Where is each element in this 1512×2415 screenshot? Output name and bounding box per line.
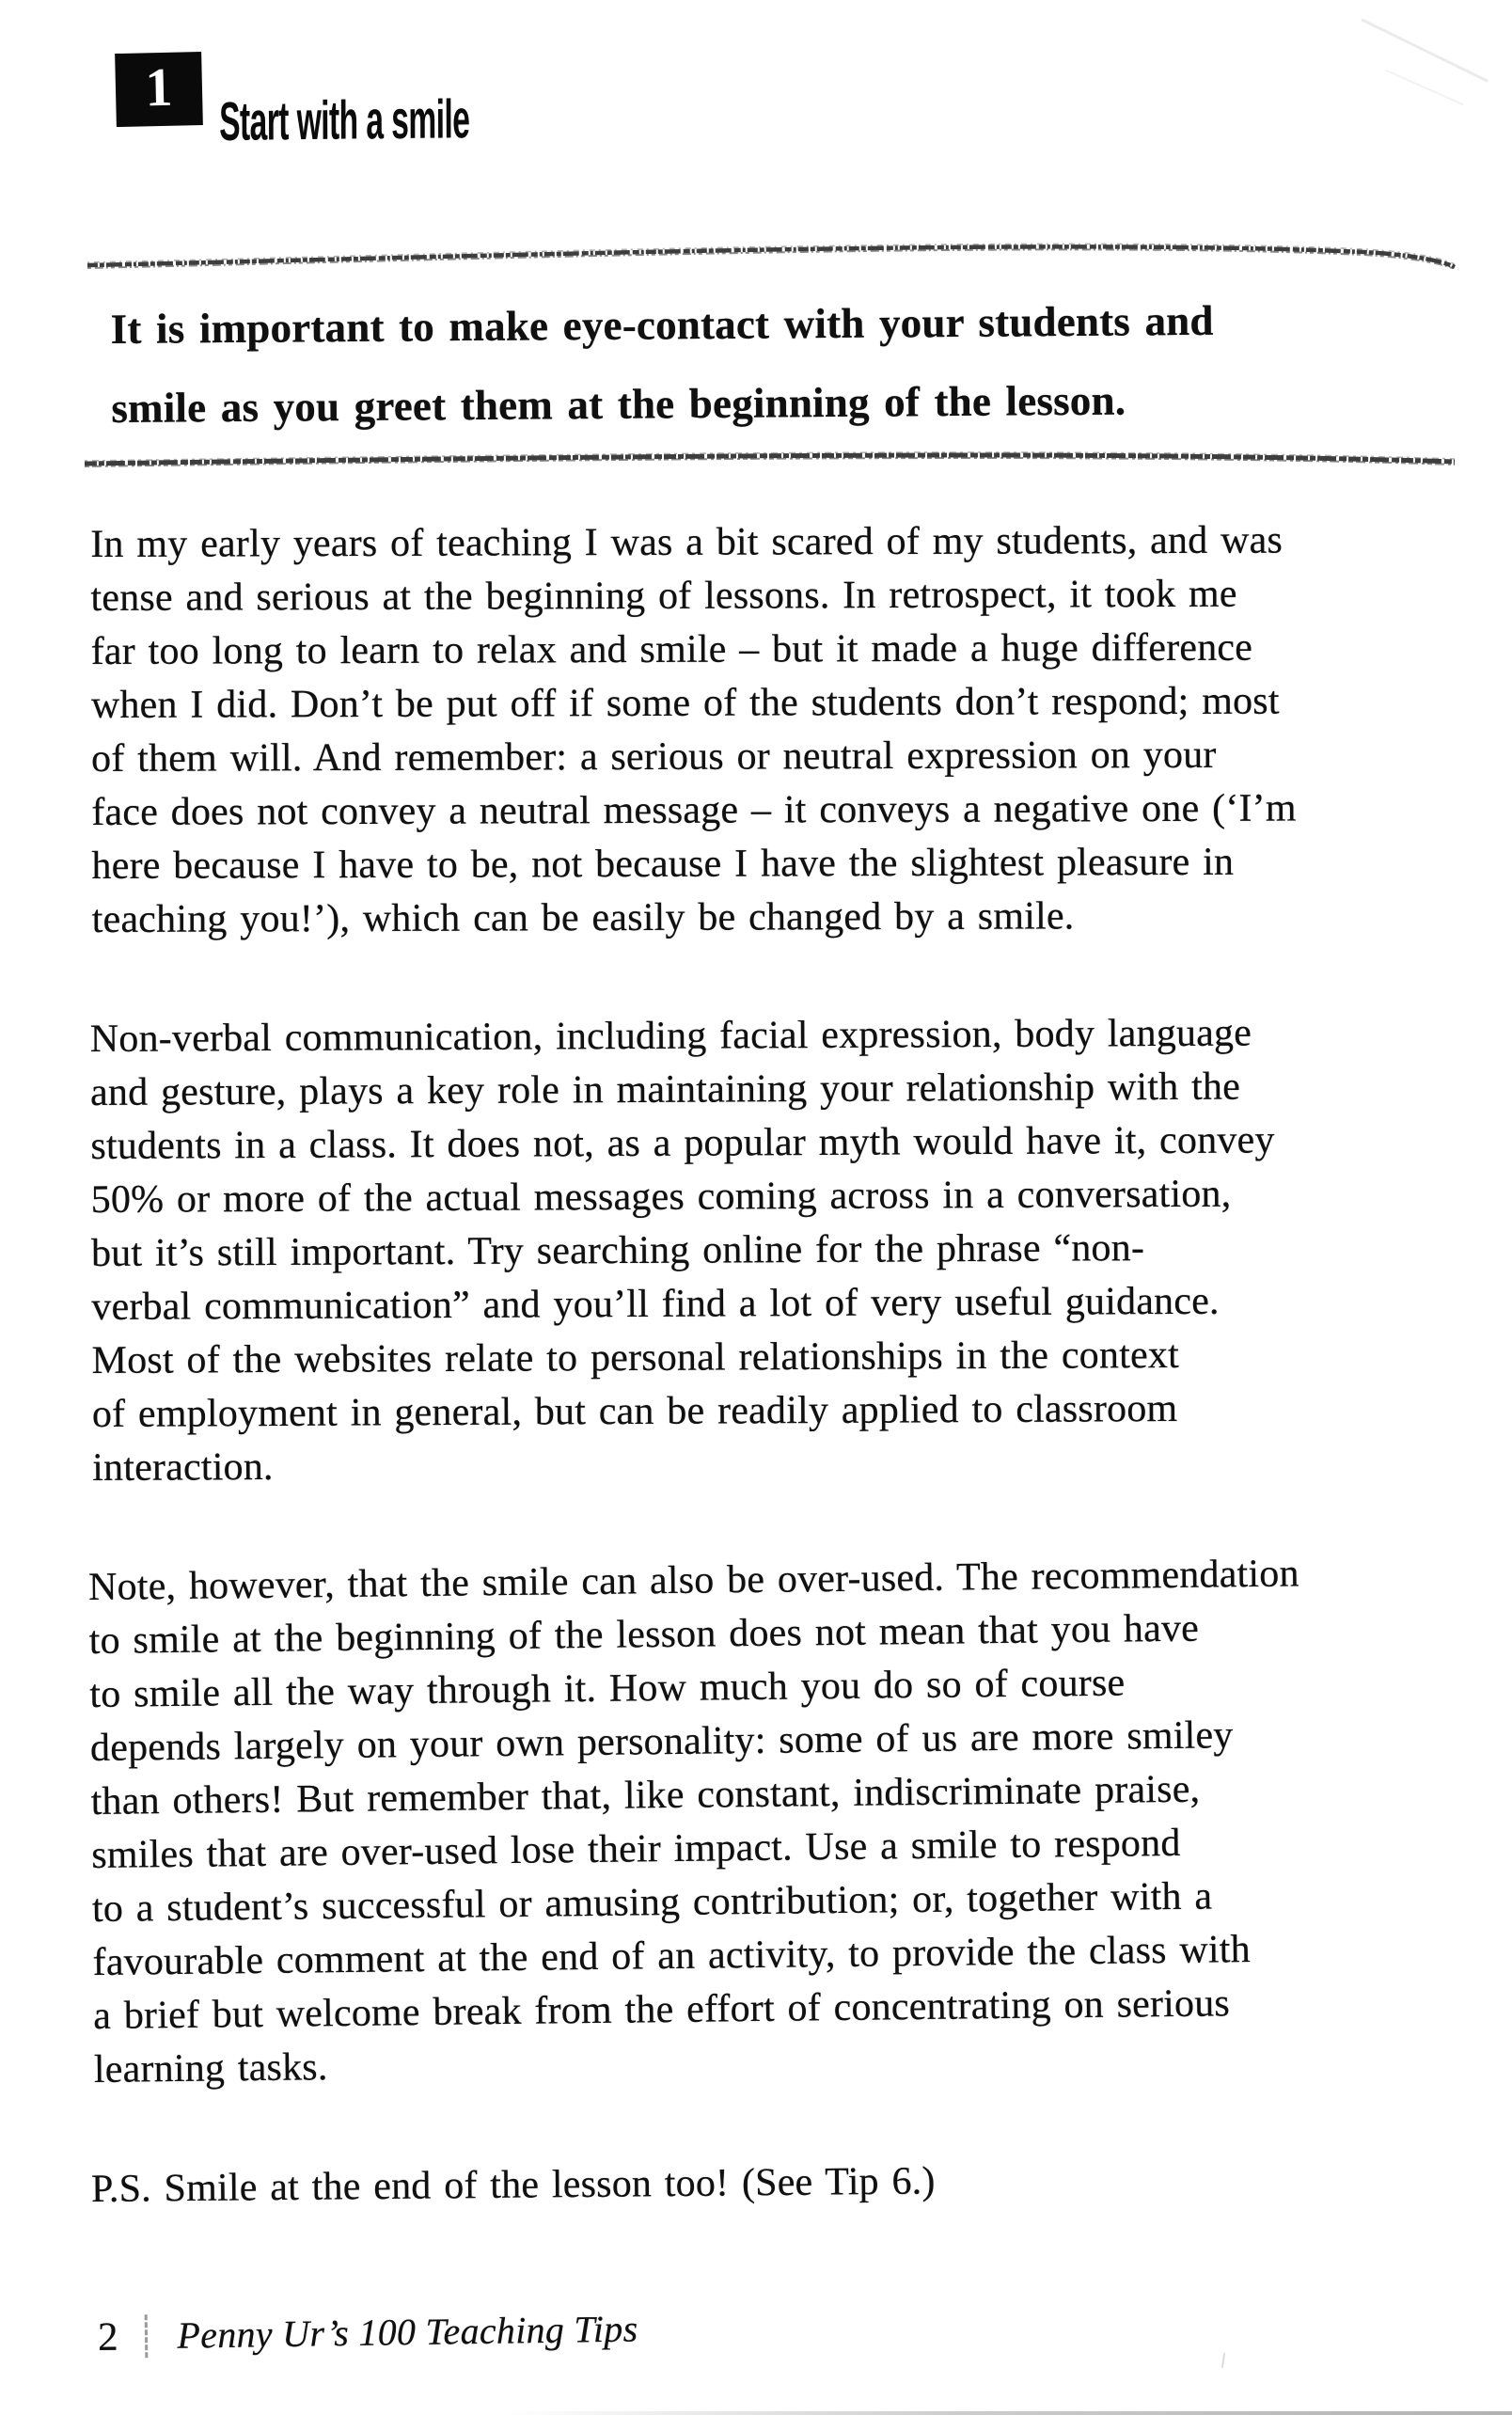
text-line: to smile all the way through it. How much you do so of course	[89, 1661, 1126, 1717]
book-title: Penny Ur’s 100 Teaching Tips	[177, 2307, 638, 2357]
page-number: 2	[97, 2314, 118, 2360]
text-line: than others! But remember that, like constant, indiscriminate praise,	[90, 1767, 1201, 1824]
text-line: Non-verbal communication, including facial expression, body language	[89, 1011, 1252, 1062]
text-line: favourable comment at the end of an activity, to provide the class with	[92, 1928, 1252, 1984]
text-line: interaction.	[92, 1444, 274, 1490]
text-line: In my early years of teaching I was a bit scared of my students, and was	[90, 518, 1284, 567]
text-line: to smile at the beginning of the lesson does not mean that you have	[88, 1606, 1200, 1664]
scan-artifact	[1221, 2353, 1225, 2368]
text-line: depends largely on your own personality: some of us are more smiley	[89, 1713, 1234, 1771]
text-line: verbal communication” and you’ll find a lot of very useful guidance.	[91, 1279, 1220, 1329]
text-line: face does not convey a neutral message – it conveys a negative one (‘I’m	[91, 786, 1297, 834]
key-tip-quote	[110, 279, 1418, 448]
text-line: teaching you!’), which can be easily be changed by a smile.	[91, 894, 1075, 941]
tip-number-badge	[115, 52, 203, 127]
rough-divider-bottom-icon	[83, 445, 1457, 473]
text-line: of them will. And remember: a serious or neutral expression on your	[91, 733, 1217, 781]
text-line: here because I have to be, not because I have the slightest pleasure in	[91, 840, 1235, 888]
text-line: a brief but welcome break from the effort of concentrating on serious	[92, 1981, 1231, 2038]
body-text	[87, 518, 1464, 2217]
scan-artifact	[1385, 70, 1463, 105]
paragraph-3	[88, 1545, 1467, 2097]
text-line: and gesture, plays a key role in maintaining your relationship with the	[89, 1065, 1241, 1115]
text-line: Most of the websites relate to personal relationships in the context	[91, 1333, 1180, 1382]
footer-separator	[144, 2314, 148, 2358]
text-line: tense and serious at the beginning of lessons. In retrospect, it took me	[90, 572, 1237, 621]
paragraph-1	[90, 513, 1465, 947]
text-line: far too long to learn to relax and smile – but it made a huge difference	[90, 625, 1253, 674]
quote-line: It is important to make eye-contact with your students and	[110, 296, 1214, 354]
rough-divider-top-icon	[85, 240, 1457, 274]
paragraph-2	[90, 1005, 1466, 1495]
text-line: students in a class. It does not, as a popular myth would have it, convey	[90, 1118, 1275, 1169]
scan-artifact	[508, 2411, 1512, 2415]
quote-line: smile as you greet them at the beginning of the lesson.	[111, 376, 1126, 432]
text-line: 50% or more of the actual messages coming across in a conversation,	[90, 1172, 1232, 1223]
text-line: to a student’s successful or amusing contribution; or, together with a	[91, 1874, 1213, 1931]
text-line: Note, however, that the smile can also be over-used. The recommendation	[87, 1552, 1299, 1610]
text-line: of employment in general, but can be readily applied to classroom	[91, 1386, 1178, 1436]
tip-number: 1	[144, 55, 174, 118]
text-line: when I did. Don’t be put off if some of the students don’t respond; most	[90, 679, 1280, 727]
chapter-title: Start with a smile	[219, 88, 470, 152]
text-line: but it’s still important. Try searching online for the phrase “non-	[90, 1226, 1145, 1275]
text-line: learning tasks.	[93, 2045, 328, 2091]
ps-note	[91, 2150, 1464, 2217]
page-footer	[98, 2307, 638, 2359]
text-line: P.S. Smile at the end of the lesson too! (See Tip 6.)	[90, 2159, 936, 2211]
text-line: smiles that are over-used lose their impact. Use a smile to respond	[91, 1821, 1181, 1877]
scan-artifact	[1361, 18, 1488, 82]
